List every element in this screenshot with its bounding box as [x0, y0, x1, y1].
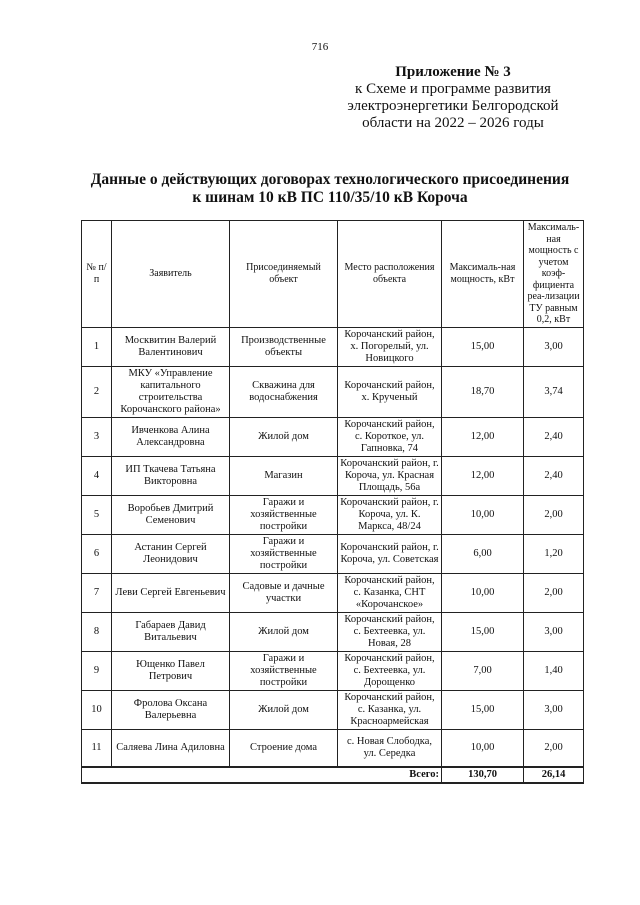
table-row: [82, 495, 584, 534]
row-number: 2: [82, 366, 112, 417]
power-cell: 18,70: [442, 366, 524, 417]
total-power: 130,70: [442, 767, 524, 783]
object-cell: Строение дома: [230, 729, 338, 767]
total-row: [82, 767, 584, 783]
appendix-line: к Схеме и программе развития: [355, 81, 551, 97]
applicant-cell: Фролова Оксана Валерьевна: [112, 690, 230, 729]
power-adjusted-cell: 2,00: [524, 573, 584, 612]
power-adjusted-cell: 1,40: [524, 651, 584, 690]
table-row: [82, 690, 584, 729]
object-cell: Производственные объекты: [230, 327, 338, 366]
table-row: [82, 417, 584, 456]
power-cell: 12,00: [442, 417, 524, 456]
power-adjusted-cell: 3,74: [524, 366, 584, 417]
page-number: 716: [311, 41, 329, 53]
header-applicant: Заявитель: [112, 221, 230, 328]
table-header-row: [82, 221, 584, 328]
object-cell: Жилой дом: [230, 612, 338, 651]
object-cell: Садовые и дачные участки: [230, 573, 338, 612]
heading-line: к шинам 10 кВ ПС 110/35/10 кВ Короча: [192, 189, 468, 206]
table-row: [82, 729, 584, 767]
table-row: [82, 366, 584, 417]
power-cell: 15,00: [442, 327, 524, 366]
power-cell: 15,00: [442, 612, 524, 651]
row-number: 1: [82, 327, 112, 366]
power-adjusted-cell: 2,40: [524, 417, 584, 456]
location-cell: Корочанский район, х. Погорелый, ул. Новицкого: [338, 327, 442, 366]
power-adjusted-cell: 3,00: [524, 612, 584, 651]
applicant-cell: Астанин Сергей Леонидович: [112, 534, 230, 573]
power-adjusted-cell: 2,00: [524, 729, 584, 767]
location-cell: Корочанский район, х. Крученый: [338, 366, 442, 417]
total-label: Всего:: [82, 767, 442, 783]
power-cell: 7,00: [442, 651, 524, 690]
header-power-adjusted: Максималь-ная мощность с учетом коэф-фициента реа-лизации ТУ равным 0,2, кВт: [524, 221, 584, 328]
power-adjusted-cell: 2,40: [524, 456, 584, 495]
location-cell: Корочанский район, с. Короткое, ул. Гапновка, 74: [338, 417, 442, 456]
appendix-title: Приложение № 3: [395, 64, 511, 80]
contracts-table: [81, 220, 584, 784]
total-power-adjusted: 26,14: [524, 767, 584, 783]
row-number: 10: [82, 690, 112, 729]
applicant-cell: Леви Сергей Евгеньевич: [112, 573, 230, 612]
power-adjusted-cell: 3,00: [524, 690, 584, 729]
location-cell: с. Новая Слободка, ул. Середка: [338, 729, 442, 767]
table-row: [82, 573, 584, 612]
row-number: 7: [82, 573, 112, 612]
table-row: [82, 534, 584, 573]
row-number: 8: [82, 612, 112, 651]
object-cell: Гаражи и хозяйственные постройки: [230, 651, 338, 690]
header-location: Место расположения объекта: [338, 221, 442, 328]
applicant-cell: ИП Ткачева Татьяна Викторовна: [112, 456, 230, 495]
header-power: Максималь-ная мощность, кВт: [442, 221, 524, 328]
object-cell: Гаражи и хозяйственные постройки: [230, 534, 338, 573]
power-adjusted-cell: 1,20: [524, 534, 584, 573]
object-cell: Жилой дом: [230, 690, 338, 729]
location-cell: Корочанский район, с. Бехтеевка, ул. Новая, 28: [338, 612, 442, 651]
power-cell: 10,00: [442, 729, 524, 767]
appendix-block: [323, 64, 583, 132]
object-cell: Гаражи и хозяйственные постройки: [230, 495, 338, 534]
heading-line: Данные о действующих договорах технологического присоединения: [90, 171, 570, 188]
applicant-cell: Саляева Лина Адиловна: [112, 729, 230, 767]
table-row: [82, 651, 584, 690]
table-row: [82, 327, 584, 366]
applicant-cell: Москвитин Валерий Валентинович: [112, 327, 230, 366]
object-cell: Скважина для водоснабжения: [230, 366, 338, 417]
location-cell: Корочанский район, г. Короча, ул. Советская: [338, 534, 442, 573]
table-row: [82, 612, 584, 651]
power-cell: 10,00: [442, 573, 524, 612]
power-cell: 6,00: [442, 534, 524, 573]
location-cell: Корочанский район, с. Казанка, ул. Красноармейская: [338, 690, 442, 729]
appendix-line: области на 2022 – 2026 годы: [362, 115, 544, 131]
document-heading: [80, 171, 580, 207]
power-adjusted-cell: 2,00: [524, 495, 584, 534]
applicant-cell: Ющенко Павел Петрович: [112, 651, 230, 690]
table-row: [82, 456, 584, 495]
object-cell: Жилой дом: [230, 417, 338, 456]
row-number: 3: [82, 417, 112, 456]
object-cell: Магазин: [230, 456, 338, 495]
applicant-cell: Габараев Давид Витальевич: [112, 612, 230, 651]
appendix-line: электроэнергетики Белгородской: [347, 98, 559, 114]
header-number: № п/п: [82, 221, 112, 328]
location-cell: Корочанский район, с. Казанка, СНТ «Корочанское»: [338, 573, 442, 612]
power-cell: 15,00: [442, 690, 524, 729]
row-number: 11: [82, 729, 112, 767]
applicant-cell: Воробьев Дмитрий Семенович: [112, 495, 230, 534]
location-cell: Корочанский район, г. Короча, ул. Красная Площадь, 56а: [338, 456, 442, 495]
applicant-cell: МКУ «Управление капитального строительства Корочанского района»: [112, 366, 230, 417]
power-cell: 10,00: [442, 495, 524, 534]
row-number: 5: [82, 495, 112, 534]
power-adjusted-cell: 3,00: [524, 327, 584, 366]
header-object: Присоединяемый объект: [230, 221, 338, 328]
row-number: 4: [82, 456, 112, 495]
row-number: 6: [82, 534, 112, 573]
location-cell: Корочанский район, г. Короча, ул. К. Маркса, 48/24: [338, 495, 442, 534]
location-cell: Корочанский район, с. Бехтеевка, ул. Дорощенко: [338, 651, 442, 690]
applicant-cell: Ивченкова Алина Александровна: [112, 417, 230, 456]
table-body: [82, 327, 584, 783]
row-number: 9: [82, 651, 112, 690]
power-cell: 12,00: [442, 456, 524, 495]
